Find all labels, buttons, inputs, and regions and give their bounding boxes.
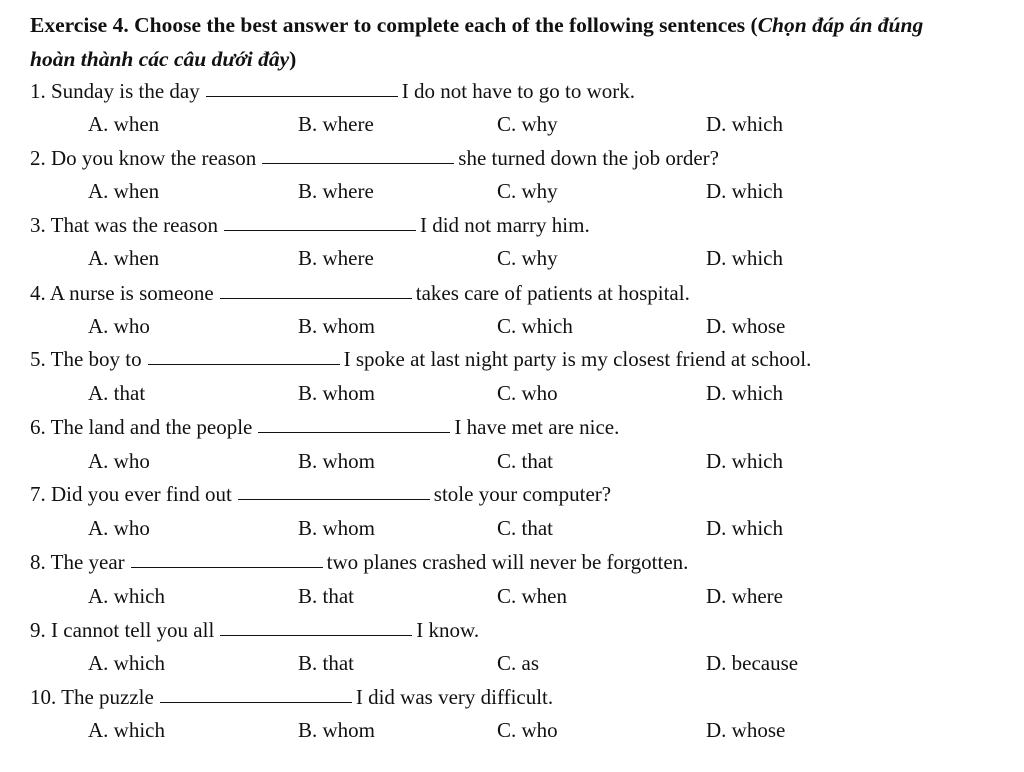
option-b[interactable]: B. where bbox=[298, 112, 374, 136]
option-c[interactable]: C. who bbox=[497, 718, 558, 742]
question-text-before: 5. The boy to bbox=[30, 347, 142, 371]
option-b[interactable]: B. where bbox=[298, 179, 374, 203]
answer-blank[interactable] bbox=[206, 74, 398, 97]
question-7 bbox=[30, 477, 611, 511]
answer-blank[interactable] bbox=[220, 276, 412, 299]
option-d[interactable]: D. which bbox=[706, 179, 783, 203]
question-text-before: 8. The year bbox=[30, 550, 125, 574]
option-c[interactable]: C. that bbox=[497, 449, 553, 473]
option-c[interactable]: C. why bbox=[497, 112, 558, 136]
question-text-before: 9. I cannot tell you all bbox=[30, 618, 215, 642]
option-b[interactable]: B. where bbox=[298, 246, 374, 270]
option-c[interactable]: C. which bbox=[497, 314, 573, 338]
question-9 bbox=[30, 613, 479, 647]
answer-blank[interactable] bbox=[262, 141, 454, 164]
option-a[interactable]: A. who bbox=[88, 516, 150, 540]
question-text-after: I did not marry him. bbox=[419, 213, 590, 237]
option-b[interactable]: B. whom bbox=[298, 314, 376, 338]
question-8 bbox=[30, 545, 688, 579]
answer-blank[interactable] bbox=[160, 680, 352, 703]
option-c[interactable]: C. why bbox=[497, 179, 558, 203]
option-c[interactable]: C. why bbox=[497, 246, 558, 270]
option-d[interactable]: D. which bbox=[706, 381, 783, 405]
answer-blank[interactable] bbox=[131, 545, 323, 568]
option-d[interactable]: D. which bbox=[706, 449, 783, 473]
exercise-heading bbox=[30, 8, 1015, 76]
option-b[interactable]: B. whom bbox=[298, 516, 376, 540]
option-c[interactable]: C. when bbox=[497, 584, 567, 608]
question-text-before: 6. The land and the people bbox=[30, 415, 253, 439]
answer-blank[interactable] bbox=[238, 477, 430, 500]
option-a[interactable]: A. when bbox=[88, 246, 160, 270]
question-1 bbox=[30, 74, 635, 108]
question-6 bbox=[30, 410, 619, 444]
option-d[interactable]: D. which bbox=[706, 246, 783, 270]
question-text-after: I know. bbox=[416, 618, 480, 642]
question-text-before: 2. Do you know the reason bbox=[30, 146, 257, 170]
option-d[interactable]: D. which bbox=[706, 516, 783, 540]
option-d[interactable]: D. which bbox=[706, 112, 783, 136]
option-c[interactable]: C. as bbox=[497, 651, 539, 675]
answer-blank[interactable] bbox=[220, 613, 412, 636]
option-a[interactable]: A. that bbox=[88, 381, 146, 405]
answer-blank[interactable] bbox=[224, 208, 416, 231]
question-text-before: 10. The puzzle bbox=[30, 685, 154, 709]
question-2 bbox=[30, 141, 719, 175]
option-c[interactable]: C. who bbox=[497, 381, 558, 405]
option-a[interactable]: A. which bbox=[88, 651, 165, 675]
question-text-before: 4. A nurse is someone bbox=[30, 281, 214, 305]
question-3 bbox=[30, 208, 590, 242]
heading-vietnamese-line2: hoàn thành các câu dưới đây bbox=[30, 47, 290, 71]
option-a[interactable]: A. which bbox=[88, 584, 165, 608]
option-a[interactable]: A. who bbox=[88, 449, 150, 473]
option-a[interactable]: A. when bbox=[88, 179, 160, 203]
heading-title: Exercise 4. Choose the best answer to complete each of the following sentences ( bbox=[30, 13, 758, 37]
question-text-before: 3. That was the reason bbox=[30, 213, 218, 237]
question-text-after: stole your computer? bbox=[433, 482, 612, 506]
option-b[interactable]: B. that bbox=[298, 584, 354, 608]
question-text-after: I do not have to go to work. bbox=[401, 79, 636, 103]
answer-blank[interactable] bbox=[258, 410, 450, 433]
option-d[interactable]: D. whose bbox=[706, 718, 786, 742]
question-text-after: I spoke at last night party is my closest friend at school. bbox=[343, 347, 812, 371]
question-text-after: two planes crashed will never be forgotten. bbox=[326, 550, 689, 574]
heading-vietnamese: Chọn đáp án đúng bbox=[757, 13, 924, 37]
option-b[interactable]: B. whom bbox=[298, 718, 376, 742]
question-5 bbox=[30, 342, 811, 376]
question-4 bbox=[30, 276, 690, 310]
question-text-after: I did was very difficult. bbox=[355, 685, 554, 709]
question-text-before: 1. Sunday is the day bbox=[30, 79, 200, 103]
question-text-before: 7. Did you ever find out bbox=[30, 482, 232, 506]
option-d[interactable]: D. because bbox=[706, 651, 799, 675]
heading-close-paren: ) bbox=[289, 47, 297, 71]
question-text-after: she turned down the job order? bbox=[458, 146, 719, 170]
option-a[interactable]: A. who bbox=[88, 314, 150, 338]
heading-line-2 bbox=[30, 42, 1015, 76]
option-d[interactable]: D. whose bbox=[706, 314, 786, 338]
answer-blank[interactable] bbox=[148, 342, 340, 365]
question-text-after: takes care of patients at hospital. bbox=[415, 281, 690, 305]
option-b[interactable]: B. whom bbox=[298, 449, 376, 473]
question-10 bbox=[30, 680, 553, 714]
option-c[interactable]: C. that bbox=[497, 516, 553, 540]
option-a[interactable]: A. which bbox=[88, 718, 165, 742]
option-d[interactable]: D. where bbox=[706, 584, 783, 608]
option-b[interactable]: B. whom bbox=[298, 381, 376, 405]
question-text-after: I have met are nice. bbox=[454, 415, 620, 439]
option-b[interactable]: B. that bbox=[298, 651, 354, 675]
heading-line-1 bbox=[30, 8, 1015, 42]
option-a[interactable]: A. when bbox=[88, 112, 160, 136]
